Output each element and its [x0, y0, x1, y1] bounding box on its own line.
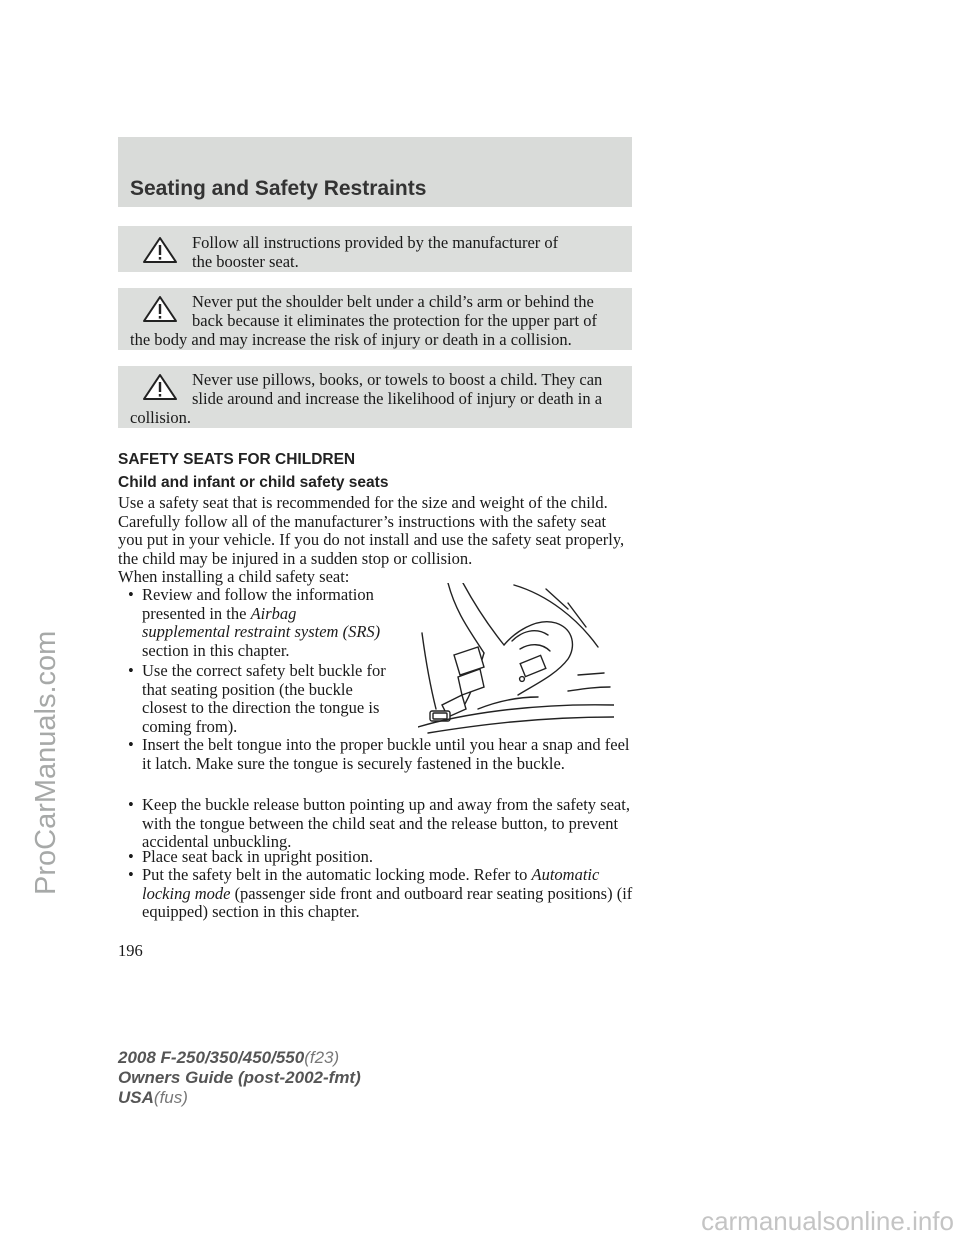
list-item-text: Place seat back in upright position.: [142, 847, 373, 866]
bullet-dot: •: [128, 585, 134, 604]
list-item-text: (passenger side front and outboard rear seating positions) (if equipped) section in this chapter.: [142, 883, 633, 921]
seat-belt-buckle-illustration: [418, 583, 614, 739]
list-item: [118, 796, 638, 852]
footer-guide: Owners Guide (post-2002-fmt): [118, 1068, 361, 1087]
section-header: [118, 137, 632, 207]
page-title: Seating and Safety Restraints: [130, 177, 427, 200]
bullet-dot: •: [128, 847, 134, 866]
list-item-text: Keep the buckle release button pointing up and away from the safety seat, with the tongue between the child seat and the release button, to prevent accidental unbuckling.: [142, 795, 630, 851]
watermark: ProCarManuals.com: [30, 630, 62, 895]
warning-triangle-icon: [142, 295, 178, 323]
section-subheading: Child and infant or child safety seats: [118, 474, 389, 491]
list-item-text: section in this chapter.: [142, 640, 290, 660]
document-footer: [118, 1048, 361, 1108]
footer-market-code: (fus): [153, 1088, 188, 1107]
footer-model-code: (f23): [304, 1048, 340, 1067]
lead-paragraph: When installing a child safety seat:: [118, 567, 350, 586]
warning-text: Never use pillows, books, or towels to boost a child. They can slide around and increase the likelihood of injury or death in a collision.: [130, 370, 603, 427]
footer-market: USA: [118, 1088, 154, 1107]
bullet-dot: •: [128, 865, 134, 884]
warning-triangle-icon: [142, 236, 178, 264]
cross-reference: Automatic locking mode: [142, 865, 600, 903]
list-item-text: Review and follow the information presented in the: [142, 585, 374, 623]
warning-text: Never put the shoulder belt under a child’s arm or behind the back because it eliminates the protection for the upper part of the body and may increase the risk of injury or death in a collision.: [130, 292, 598, 349]
site-logo: carmanualsonline.info: [701, 1206, 954, 1236]
cross-reference: Airbag supplemental restraint system (SRS): [142, 603, 381, 641]
list-item: [118, 586, 388, 660]
list-item-text: Put the safety belt in the automatic locking mode. Refer to: [142, 865, 528, 884]
section-heading: SAFETY SEATS FOR CHILDREN: [118, 451, 356, 468]
warning-text: Follow all instructions provided by the manufacturer of the booster seat.: [192, 233, 559, 271]
list-item: [118, 736, 638, 773]
footer-model: 2008 F-250/350/450/550: [118, 1048, 305, 1067]
list-item-text: Insert the belt tongue into the proper buckle until you hear a snap and feel it latch. Make sure the tongue is securely fastened in the buckle.: [142, 735, 630, 773]
list-item-text: Use the correct safety belt buckle for that seating position (the buckle closest to the direction the tongue is coming from).: [142, 661, 386, 736]
warning-box-pillows: [118, 366, 632, 428]
list-item: [118, 848, 638, 867]
warning-box-shoulder-belt: [118, 288, 632, 350]
warning-triangle-icon: [142, 373, 178, 401]
intro-paragraph: Use a safety seat that is recommended for the size and weight of the child. Carefully follow all of the manufacturer’s instructions with the safety seat you put in your vehicle. If you do not install and use the safety seat properly, the child may be injured in a sudden stop or collision.: [118, 493, 625, 568]
bullet-dot: •: [128, 661, 134, 680]
warning-box-booster: [118, 226, 632, 272]
list-item: [118, 662, 388, 736]
page-number: 196: [118, 941, 143, 960]
list-item: [118, 866, 638, 922]
bullet-dot: •: [128, 735, 134, 754]
bullet-dot: •: [128, 795, 134, 814]
